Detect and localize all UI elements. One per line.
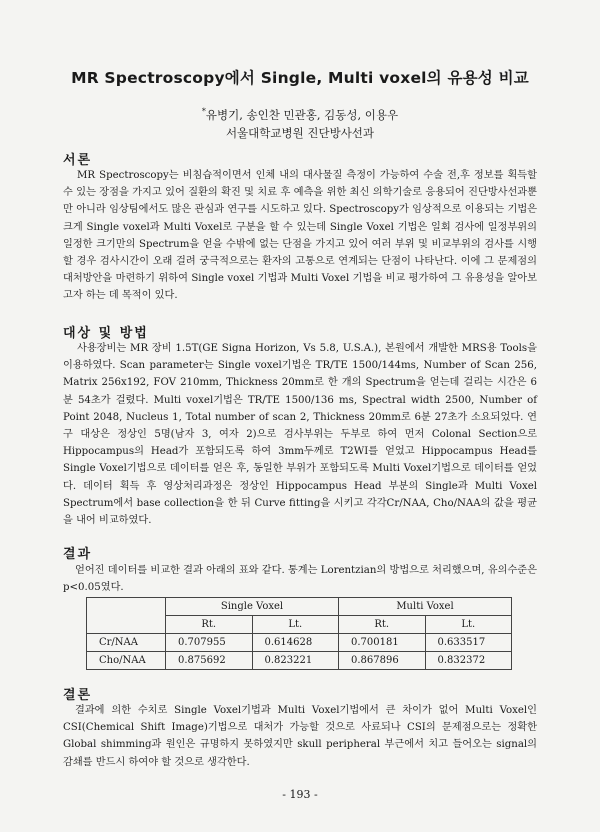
table-subheader: Lt.	[252, 616, 339, 634]
table-cell: 0.633517	[425, 634, 512, 652]
table-header-row	[87, 598, 512, 616]
conclusion-paragraph: 결과에 의한 수치로 Single Voxel기법과 Multi Voxel기법에서 큰 차이가 없어 Multi Voxel인 CSI(Chemical Shift Image)기법으로 대처가 가능할 것으로 사료되나 CSI의 문제점으로는 정확한Global shimming과 원인은 규명하지 못하였지만 skull peripheral 부근에서 치고 들어오는 signal의 감쇄를 반드시 하여야 할 것으로 생각한다.	[63, 705, 537, 768]
table-cell: 0.823221	[252, 652, 339, 670]
author-affiliation: 서울대학교병원 진단방사선과	[225, 125, 375, 140]
table-subheader: Rt.	[166, 616, 253, 634]
table-subheader: Lt.	[425, 616, 512, 634]
table-row-label: Cho/NAA	[87, 652, 166, 670]
conclusion-heading: 결론	[63, 688, 93, 703]
page-number: - 193 -	[282, 788, 318, 801]
results-heading: 결과	[63, 547, 93, 562]
methods-heading: 대상 및 방법	[63, 326, 149, 341]
table-group-header: Single Voxel	[166, 598, 339, 616]
table-cell: 0.614628	[252, 634, 339, 652]
table-cell: 0.875692	[166, 652, 253, 670]
table-cell: 0.867896	[339, 652, 426, 670]
table-group-header: Multi Voxel	[339, 598, 512, 616]
table-corner-cell	[87, 598, 166, 634]
table-subheader: Rt.	[339, 616, 426, 634]
table-row	[87, 634, 512, 652]
table-row-label: Cr/NAA	[87, 634, 166, 652]
methods-paragraph: 사용장비는 MR 장비 1.5T(GE Signa Horizon, Vs 5.8, U.S.A.), 본원에서 개발한 MRS용 Tools을 이용하였다. Scan parameter는 Single voxel기법은 TR/TE 1500/144ms, Number of Scan 256, Matrix 256x192, FOV 210mm, Thickness 20mm로 한 개의 Spectrum을 얻는데 걸리는 시간은 6분 54초가 걸렸다. Multi voxel기법은 TR/TE 1500/136 ms, Spectral width 2500, Number of Point 2048, Nucleus 1, Total number of scan 2, Thickness 20mm로 6분 27초가 소요되었다. 연구 대상은 정상인 5명(남자 3, 여자 2)으로 검사부위는 두부로 하여 먼저 Colonal Section으로 Hippocampus의 Head가 포함되도록 하여 3mm두께로 T2WI를 얻었고 Hippocampus Head를 Single Voxel기법으로 데이터를 얻은 후, 동일한 부위가 포함되도록 Multi Voxel기법으로 데이터를 얻었다. 데이터 획득 후 영상처리과정은 정상인 Hippocampus Head 부분의 Single과 Multi Voxel Spectrum에서 base collection을 한 뒤 Curve fitting을 시키고 각각Cr/NAA, Cho/NAA의 값을 평균을 내어 비교하였다.	[63, 343, 537, 527]
table-cell: 0.832372	[425, 652, 512, 670]
author-names: *유병기, 송인찬 민관홍, 김동성, 이용우	[201, 107, 399, 122]
intro-heading: 서론	[63, 153, 93, 168]
paper-title: MR Spectroscopy에서 Single, Multi voxel의 유용성 비교	[71, 69, 529, 87]
results-table	[86, 597, 512, 670]
author-marker: *	[201, 107, 206, 116]
table-cell: 0.700181	[339, 634, 426, 652]
author-block	[0, 103, 600, 142]
results-paragraph: 얻어진 데이터를 비교한 결과 아래의 표와 같다. 통계는 Lorentzian의 방법으로 처리했으며, 유의수준은 p<0.05였다.	[63, 565, 537, 594]
table-cell: 0.707955	[166, 634, 253, 652]
table-row	[87, 652, 512, 670]
intro-paragraph: MR Spectroscopy는 비침습적이면서 인체 내의 대사물질 측정이 가능하여 수술 전,후 정보를 획득할 수 있는 장점을 가지고 있어 질환의 확진 및 치료 후 예측을 위한 최신 의학기술로 응용되어 진단방사선과뿐만 아니라 임상팀에서도 많은 관심과 연구를 시도하고 있다. Spectroscopy가 임상적으로 이용되는 기법은 크게 Single voxel과 Multi Voxel로 구분을 할 수 있는데 Single Voxel 기법은 일회 검사에 일정부위의 일정한 크기만의 Spectrum을 얻을 수밖에 없는 단점을 가지고 있어 여러 부위 및 비교부위의 검사를 시행할 경우 검사시간이 오래 걸려 궁극적으로는 환자의 고통으로 연계되는 단점이 나타난다. 이에 그 문제점의 대처방안을 마련하기 위하여 Single voxel 기법과 Multi Voxel 기법을 비교 평가하여 그 유용성을 알아보고자 하는 데 목적이 있다.	[63, 170, 537, 302]
